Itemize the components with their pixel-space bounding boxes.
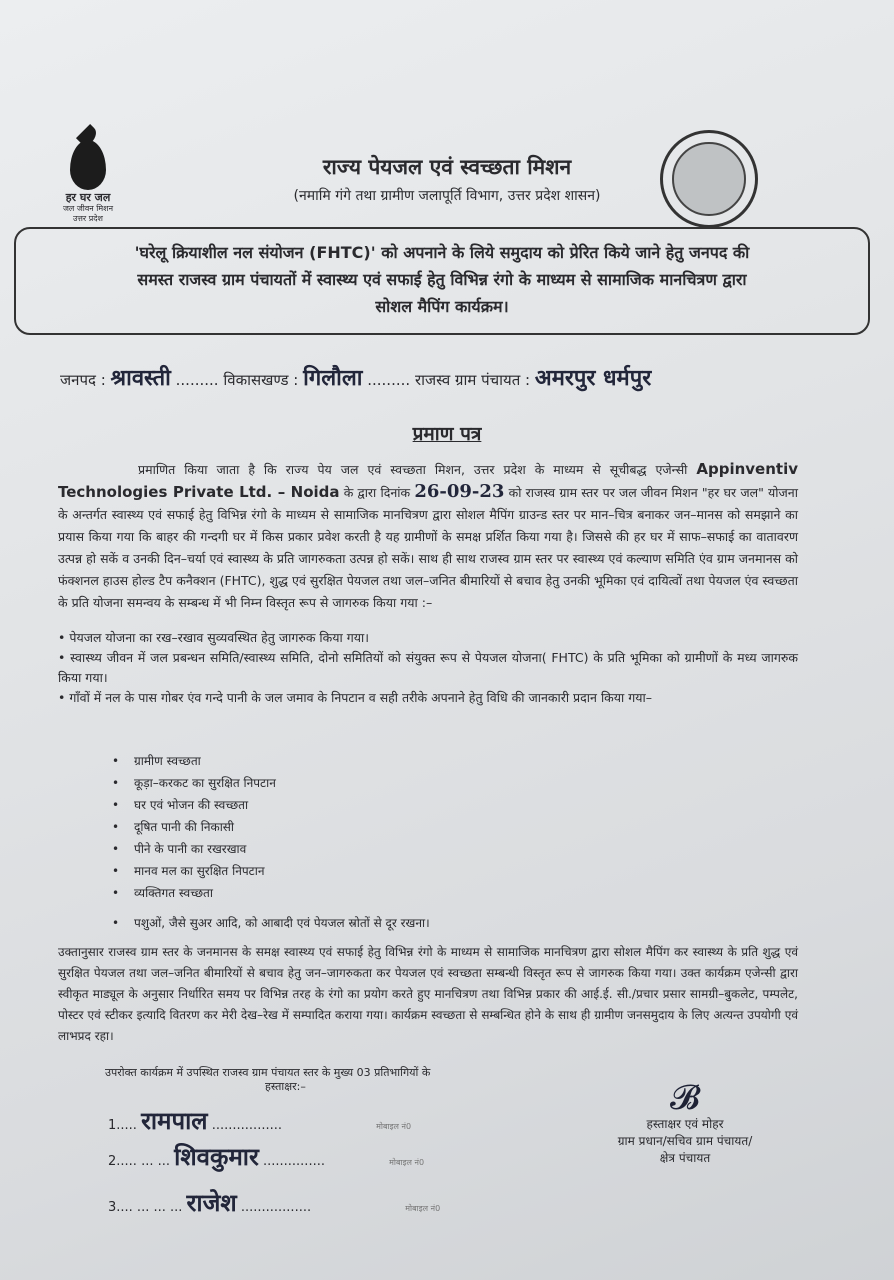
body-date-label: के द्वारा दिनांक bbox=[343, 485, 411, 500]
list-item: • दूषित पानी की निकासी bbox=[112, 820, 235, 834]
body-main: को राजस्व ग्राम स्तर पर जल जीवन मिशन "हर घर जल" योजना के अन्तर्गत स्वास्थ्य एवं सफाई हेतु विभिन्न रंगो के माध्यम से सामाजिक मानचित्रण द्वारा सोशल मैपिंग ग्राउन्ड स्तर पर मान–चित्र बनाकर जन–मानस को समझाने का प्रयास किया गया कि बाहर की गन्दगी घर में किस प्रकार प्रवेश करती है यह ग्रामीणों के समक्ष प्रर्शित किया गया है। जिससे की हर घर में साफ–सफाई का वातावरण उत्पन्न हो सकें व उनकी दिन–चर्या एवं स्वास्थ्य के प्रति जागरुकता उत्पन्न हो सकें। साथ ही साथ राजस्व ग्राम स्तर पर स्वास्थ्य एवं कल्याण समिति एंव ग्राम जनमानस को फंक्शनल हाउस होल्ड टैप कनैक्शन (FHTC), शुद्ध एवं सुरक्षित पेयजल तथा जल–जनित बीमारियों से बचाव हेतु उनकी भूमिका एवं दायित्वों तथा पेयजल एंव स्वच्छता के प्रति योजना समन्वय के सम्बन्ध में भी निम्न विस्तृत रूप से जागरुक किया गया :– bbox=[58, 485, 798, 610]
agency-name: Appinventiv Technologies Private Ltd. – Noida bbox=[58, 460, 798, 501]
page-title: राज्य पेयजल एवं स्वच्छता मिशन bbox=[322, 155, 572, 179]
participants-note-2: हस्ताक्षर:– bbox=[265, 1080, 306, 1093]
bullet-points bbox=[58, 628, 798, 708]
participant-signature: राजेश bbox=[186, 1188, 237, 1217]
panchayat-label: राजस्व ग्राम पंचायत : bbox=[414, 371, 531, 389]
program-title-box bbox=[14, 227, 870, 335]
list-item: • पीने के पानी का रखरखाव bbox=[112, 842, 247, 856]
body-intro: प्रमाणित किया जाता है कि राज्य पेय जल एवं स्वच्छता मिशन, उत्तर प्रदेश के माध्यम से सूचीबद्ध एजेन्सी bbox=[138, 462, 688, 477]
participant-row: 2..... ... ... शिवकुमार ............... मोबाइल नं0 bbox=[108, 1142, 425, 1171]
program-line-1: 'घरेलू क्रियाशील नल संयोजन (FHTC)' को अपनाने के लिये समुदाय को प्रेरित किये जाने हेतु जनपद की bbox=[134, 243, 750, 262]
program-date: 26-09-23 bbox=[414, 481, 505, 502]
closing-paragraph: उक्तानुसार राजस्व ग्राम स्तर के जनमानस के समक्ष स्वास्थ्य एवं सफाई हेतु विभिन्न रंगो के माध्यम से सामाजिक मानचित्रण द्वारा सोशल मैपिंग कर स्वास्थ्य के प्रति शुद्ध एवं सुरक्षित पेयजल तथा जल–जनित बीमारियों से बचाव हेतु जन–जागरुकता कर पेयजल एवं स्वच्छता सम्बन्धी विस्तृत रूप से जागरुक किया गया। उक्त कार्यक्रम एजेन्सी द्वारा स्वीकृत माड्यूल के अनुसार निर्धारित समय पर विभिन्न तरह के रंगो का प्रयोग करते हुए मानचित्रण तथा विभिन्न प्रकार की आई.ई. सी./प्रचार प्रसार सामग्री–बुकलेट, पम्पलेट, पोस्टर एवं स्टीकर इत्यादि वितरण कर मेरी देख–रेख में सम्पादित कराया गया। कार्यक्रम स्वच्छता से सम्बन्धित होने के साथ ही ग्रामीण जनसमुदाय के लिए अत्यन्त उपयोगी एवं लाभप्रद रहा। bbox=[58, 945, 798, 1043]
bullet-item: • गाँवों में नल के पास गोबर एंव गन्दे पानी के जल जमाव के निपटान व सही तरीके अपनाने हेतु विधि की जानकारी प्रदान किया गया– bbox=[58, 690, 653, 705]
mobile-label: मोबाइल नं0 bbox=[389, 1158, 425, 1167]
handwritten-signature-icon: 𝓑 bbox=[670, 1078, 700, 1118]
bullet-item: • स्वास्थ्य जीवन में जल प्रबन्धन समिति/स्वास्थ्य समिति, दोनो समितियों को संयुक्त रूप से पेयजल योजना( FHTC) के प्रति भूमिका को ग्रामीणों के मध्य जागरुक किया गया। bbox=[58, 650, 798, 685]
location-fields: जनपद : श्रावस्ती ......... विकासखण्ड : गिलौला ......... राजस्व ग्राम पंचायत : अमरपुर धर्मपुर bbox=[60, 365, 652, 391]
panchayat-value: अमरपुर धर्मपुर bbox=[534, 365, 652, 391]
program-line-2: समस्त राजस्व ग्राम पंचायतों में स्वास्थ्य एवं सफाई हेतु विभिन्न रंगो के माध्यम से सामाजिक मानचित्रण द्वारा bbox=[137, 270, 747, 289]
participant-signature: शिवकुमार bbox=[174, 1142, 259, 1171]
program-line-3: सोशल मैपिंग कार्यक्रम। bbox=[375, 297, 509, 316]
page-subtitle: (नमामि गंगे तथा ग्रामीण जलापूर्ति विभाग, उत्तर प्रदेश शासन) bbox=[293, 188, 601, 204]
mobile-label: मोबाइल नं0 bbox=[376, 1122, 412, 1131]
signatory-line-2: क्षेत्र पंचायत bbox=[659, 1151, 711, 1165]
list-item: • पशुओं, जैसे सुअर आदि, को आबादी एवं पेयजल स्रोतों से दूर रखना। bbox=[112, 916, 430, 930]
list-item: • कूड़ा–करकट का सुरक्षित निपटान bbox=[112, 776, 276, 790]
certificate-body bbox=[58, 458, 798, 614]
district-label: जनपद : bbox=[60, 371, 106, 389]
list-item: • मानव मल का सुरक्षित निपटान bbox=[112, 864, 265, 878]
list-item: • ग्रामीण स्वच्छता bbox=[112, 754, 201, 768]
bullet-item: • पेयजल योजना का रख–रखाव सुव्यवस्थित हेतु जागरुक किया गया। bbox=[58, 630, 369, 645]
signatory-block bbox=[590, 1080, 780, 1167]
participants-note: उपरोक्त कार्यक्रम में उपस्थित राजस्व ग्राम पंचायत स्तर के मुख्य 03 प्रतिभागियों के bbox=[105, 1066, 431, 1079]
participant-row: 1..... रामपाल ................. मोबाइल नं0 bbox=[108, 1106, 412, 1135]
hygiene-topics-list bbox=[112, 750, 430, 934]
block-value: गिलौला bbox=[303, 365, 363, 391]
logo-text-3: उत्तर प्रदेश bbox=[73, 214, 103, 223]
district-value: श्रावस्ती bbox=[110, 365, 171, 391]
list-item: • व्यक्तिगत स्वच्छता bbox=[112, 886, 213, 900]
logo-text-1: हर घर जल bbox=[65, 191, 111, 204]
certificate-heading: प्रमाण पत्र bbox=[412, 423, 482, 445]
mobile-label: मोबाइल नं0 bbox=[405, 1204, 441, 1213]
participant-signature: रामपाल bbox=[141, 1106, 208, 1135]
signatory-line-1: ग्राम प्रधान/सचिव ग्राम पंचायत/ bbox=[617, 1134, 753, 1148]
seal-line: हस्ताक्षर एवं मोहर bbox=[646, 1117, 724, 1131]
list-item: • घर एवं भोजन की स्वच्छता bbox=[112, 798, 249, 812]
logo-text-2: जल जीवन मिशन bbox=[62, 204, 114, 213]
block-label: विकासखण्ड : bbox=[223, 371, 299, 389]
participant-row: 3.... ... ... ... राजेश ................. मोबाइल नं0 bbox=[108, 1188, 441, 1217]
